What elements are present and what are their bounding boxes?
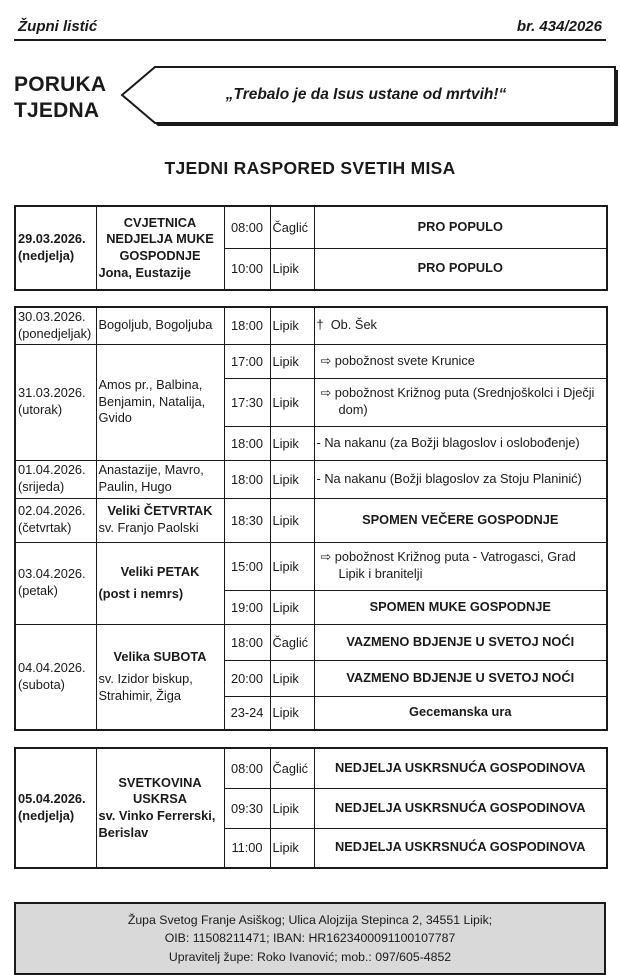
date-text: 02.04.2026. [18,503,86,519]
table-row [15,344,607,378]
message-label [14,72,110,124]
place-cell: Lipik [270,248,314,290]
newsletter-title: Župni listić [18,18,98,35]
time-cell: 18:00 [224,460,270,498]
saints-names: Jona, Eustazije [98,264,191,280]
saints-names: sv. Franjo Paolski [98,520,199,535]
names-cell [96,307,224,344]
intention-cell: VAZMENO BDJENJE U SVETOJ NOĆI [314,660,607,696]
place-cell: Lipik [270,542,314,590]
intention-cell: ⇨ pobožnost Križnog puta - Vatrogasci, Grad Lipik i branitelji [314,542,607,590]
time-cell: 18:30 [224,498,270,542]
time-cell: 20:00 [224,660,270,696]
date-cell [15,307,96,344]
names-cell [96,206,224,290]
day-text: (nedjelja) [18,248,75,263]
date-text: 03.04.2026. [18,566,86,582]
intention-cell: - Na nakanu (za Božji blagoslov i oslobođenje) [314,426,607,460]
date-text: 30.03.2026. [18,309,86,325]
intention-cell: PRO POPULO [314,206,607,248]
day-text: (srijeda) [18,479,65,494]
day-text: (ponedjeljak) [18,325,92,341]
day-text: (četvrtak) [18,520,72,535]
names-cell [96,542,224,624]
names-cell [96,748,224,868]
names-cell [96,344,224,460]
time-cell: 18:00 [224,426,270,460]
parish-address: Župa Svetog Franje Asiškog; Ulica Alojzija Stepinca 2, 34551 Lipik; [127,913,493,927]
parish-administrator: Upravitelj župe: Roko Ivanović; mob.: 097/605-4852 [168,949,452,964]
place-cell: Lipik [270,460,314,498]
saints-names: Anastazije, Mavro, Paulin, Hugo [98,462,204,494]
feast-name: Veliki ČETVRTAK [107,503,213,519]
time-cell: 10:00 [224,248,270,290]
intention-cell: NEDJELJA USKRSNUĆA GOSPODINOVA [314,828,607,868]
intention-cell: NEDJELJA USKRSNUĆA GOSPODINOVA [314,748,607,788]
table-row [15,460,607,498]
message-label-line2: TJEDNA [14,99,100,122]
date-text: 31.03.2026. [18,385,86,401]
date-cell [15,748,96,868]
time-cell: 08:00 [224,206,270,248]
place-cell: Lipik [270,498,314,542]
message-label-line1: PORUKA [14,72,107,96]
saints-names: sv. Vinko Ferrerski, Berislav [98,808,216,840]
place-cell: Lipik [270,660,314,696]
intention-cell: VAZMENO BDJENJE U SVETOJ NOĆI [314,624,607,660]
date-text: 01.04.2026. [18,462,86,478]
place-cell: Lipik [270,696,314,730]
date-text: 29.03.2026. [18,231,86,247]
day-text: (utorak) [18,402,63,417]
table-row [15,748,607,788]
time-cell: 08:00 [224,748,270,788]
date-cell [15,498,96,542]
time-cell: 23-24 [224,696,270,730]
message-quote: „Trebalo je da Isus ustane od mrtvih!“ [225,86,507,103]
names-cell [96,498,224,542]
weekly-message-section [14,65,606,131]
intention-cell: Gecemanska ura [314,696,607,730]
table-row [15,542,607,590]
time-cell: 18:00 [224,307,270,344]
feast-name: SVETKOVINA USKRSA [118,774,202,807]
intention-cell: ⇨ pobožnost Križnog puta (Srednjoškolci i Dječji dom) [314,378,607,426]
place-cell: Lipik [270,788,314,828]
page-title: TJEDNI RASPORED SVETIH MISA [164,158,456,178]
time-cell: 09:30 [224,788,270,828]
intention-cell: NEDJELJA USKRSNUĆA GOSPODINOVA [314,788,607,828]
time-cell: 17:00 [224,344,270,378]
feast-name: Veliki PETAK [120,563,200,579]
place-cell: Lipik [270,344,314,378]
schedule-table-weekdays [14,306,608,731]
saints-names: Amos pr., Balbina, Benjamin, Natalija, Gvido [98,377,206,426]
place-cell: Čaglić [270,624,314,660]
place-cell: Lipik [270,307,314,344]
intention-cell: PRO POPULO [314,248,607,290]
day-text: (petak) [18,583,58,598]
date-cell [15,624,96,730]
date-cell [15,460,96,498]
fast-note: (post i nemrs) [98,585,184,601]
feast-name: CVJETNICA NEDJELJA MUKE GOSPODNJE [106,214,214,263]
saints-names: sv. Izidor biskup, Strahimir, Žiga [98,670,193,703]
issue-number: br. 434/2026 [516,18,602,35]
time-cell: 11:00 [224,828,270,868]
table-row [15,307,607,344]
date-cell [15,542,96,624]
intention-cell: SPOMEN MUKE GOSPODNJE [314,590,607,624]
schedule-table-easter [14,747,608,869]
intention-cell: - Na nakanu (Božji blagoslov za Stoju Planinić) [314,460,607,498]
place-cell: Čaglić [270,748,314,788]
parish-info-box [14,902,606,975]
place-cell: Lipik [270,426,314,460]
intention-cell: † Ob. Šek [314,307,607,344]
masthead [14,12,606,41]
time-cell: 18:00 [224,624,270,660]
day-text: (nedjelja) [18,808,75,823]
date-cell [15,344,96,460]
table-row [15,206,607,248]
place-cell: Lipik [270,378,314,426]
message-banner [110,65,620,131]
time-cell: 17:30 [224,378,270,426]
place-cell: Čaglić [270,206,314,248]
saints-names: Bogoljub, Bogoljuba [98,317,213,333]
schedule-table-sunday [14,205,608,291]
date-cell [15,206,96,290]
intention-cell: ⇨ pobožnost svete Krunice [314,344,607,378]
names-cell [96,460,224,498]
time-cell: 15:00 [224,542,270,590]
day-text: (subota) [18,676,65,692]
parish-oib-iban: OIB: 11508211471; IBAN: HR1623400091100107787 [164,931,456,946]
date-text: 04.04.2026. [18,660,86,676]
intention-cell: SPOMEN VEČERE GOSPODNJE [314,498,607,542]
table-row [15,498,607,542]
names-cell [96,624,224,730]
date-text: 05.04.2026. [18,791,86,807]
time-cell: 19:00 [224,590,270,624]
place-cell: Lipik [270,590,314,624]
table-row [15,624,607,660]
place-cell: Lipik [270,828,314,868]
feast-name: Velika SUBOTA [113,649,207,665]
